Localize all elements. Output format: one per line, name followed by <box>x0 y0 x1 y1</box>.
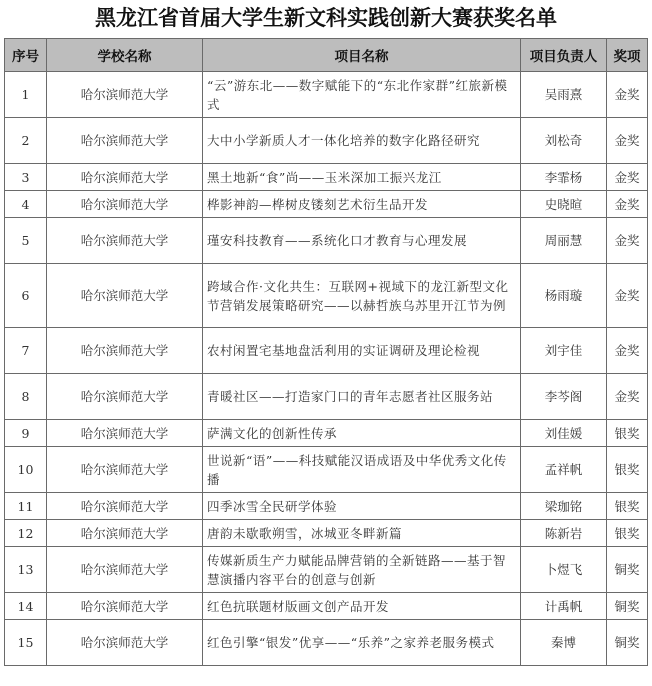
cell-index: 1 <box>5 72 47 118</box>
table-body <box>5 72 648 666</box>
cell-lead: 刘佳媛 <box>521 420 607 447</box>
cell-school: 哈尔滨师范大学 <box>47 164 203 191</box>
cell-lead: 秦博 <box>521 620 607 666</box>
cell-lead: 吴雨熹 <box>521 72 607 118</box>
table-row <box>5 374 648 420</box>
cell-project: 黑土地新“食”尚——玉米深加工振兴龙江 <box>203 164 521 191</box>
cell-project: 四季冰雪全民研学体验 <box>203 493 521 520</box>
cell-project: 萨满文化的创新性传承 <box>203 420 521 447</box>
cell-school: 哈尔滨师范大学 <box>47 420 203 447</box>
cell-project: 大中小学新质人才一体化培养的数字化路径研究 <box>203 118 521 164</box>
cell-school: 哈尔滨师范大学 <box>47 118 203 164</box>
cell-project: 跨域合作·文化共生：互联网+视域下的龙江新型文化节营销发展策略研究——以赫哲族乌苏里开江节为例 <box>203 264 521 328</box>
cell-award: 银奖 <box>607 520 648 547</box>
cell-index: 6 <box>5 264 47 328</box>
cell-project: 红色抗联题材版画文创产品开发 <box>203 593 521 620</box>
cell-award: 银奖 <box>607 493 648 520</box>
cell-school: 哈尔滨师范大学 <box>47 72 203 118</box>
table-row <box>5 493 648 520</box>
cell-project: 桦影神韵—桦树皮镂刻艺术衍生品开发 <box>203 191 521 218</box>
table-row <box>5 328 648 374</box>
cell-award: 金奖 <box>607 328 648 374</box>
cell-lead: 梁珈铭 <box>521 493 607 520</box>
cell-index: 4 <box>5 191 47 218</box>
cell-school: 哈尔滨师范大学 <box>47 264 203 328</box>
cell-school: 哈尔滨师范大学 <box>47 328 203 374</box>
cell-lead: 李霏杨 <box>521 164 607 191</box>
cell-index: 7 <box>5 328 47 374</box>
header-award: 奖项 <box>607 39 648 72</box>
cell-award: 铜奖 <box>607 547 648 593</box>
cell-lead: 孟祥帆 <box>521 447 607 493</box>
cell-award: 银奖 <box>607 447 648 493</box>
cell-project: 农村闲置宅基地盘活利用的实证调研及理论检视 <box>203 328 521 374</box>
cell-award: 铜奖 <box>607 620 648 666</box>
page-title: 黑龙江省首届大学生新文科实践创新大赛获奖名单 <box>95 6 557 30</box>
cell-school: 哈尔滨师范大学 <box>47 447 203 493</box>
cell-index: 9 <box>5 420 47 447</box>
table-row <box>5 118 648 164</box>
table-row <box>5 72 648 118</box>
table-row <box>5 420 648 447</box>
cell-index: 3 <box>5 164 47 191</box>
cell-lead: 李芩阁 <box>521 374 607 420</box>
cell-lead: 计禹帆 <box>521 593 607 620</box>
cell-school: 哈尔滨师范大学 <box>47 520 203 547</box>
table-header-row <box>5 39 648 72</box>
table-row <box>5 520 648 547</box>
header-lead: 项目负责人 <box>521 39 607 72</box>
table-row <box>5 191 648 218</box>
table-row <box>5 620 648 666</box>
cell-project: “云”游东北——数字赋能下的“东北作家群”红旅新模式 <box>203 72 521 118</box>
table-row <box>5 164 648 191</box>
cell-project: 传媒新质生产力赋能品牌营销的全新链路——基于智慧演播内容平台的创意与创新 <box>203 547 521 593</box>
cell-school: 哈尔滨师范大学 <box>47 620 203 666</box>
cell-award: 金奖 <box>607 218 648 264</box>
cell-school: 哈尔滨师范大学 <box>47 493 203 520</box>
table-row <box>5 218 648 264</box>
cell-project: 瑾安科技教育——系统化口才教育与心理发展 <box>203 218 521 264</box>
cell-lead: 刘松奇 <box>521 118 607 164</box>
cell-index: 12 <box>5 520 47 547</box>
cell-index: 5 <box>5 218 47 264</box>
cell-lead: 杨雨璇 <box>521 264 607 328</box>
cell-index: 8 <box>5 374 47 420</box>
header-index: 序号 <box>5 39 47 72</box>
cell-lead: 陈新岩 <box>521 520 607 547</box>
cell-index: 11 <box>5 493 47 520</box>
cell-lead: 周丽慧 <box>521 218 607 264</box>
cell-index: 13 <box>5 547 47 593</box>
cell-award: 金奖 <box>607 72 648 118</box>
cell-school: 哈尔滨师范大学 <box>47 191 203 218</box>
cell-school: 哈尔滨师范大学 <box>47 593 203 620</box>
table-row <box>5 447 648 493</box>
cell-award: 银奖 <box>607 420 648 447</box>
cell-index: 14 <box>5 593 47 620</box>
award-table <box>4 38 648 666</box>
table-row <box>5 547 648 593</box>
cell-index: 2 <box>5 118 47 164</box>
table-row <box>5 264 648 328</box>
cell-index: 15 <box>5 620 47 666</box>
cell-school: 哈尔滨师范大学 <box>47 547 203 593</box>
header-project: 项目名称 <box>203 39 521 72</box>
cell-lead: 卜煜飞 <box>521 547 607 593</box>
table-row <box>5 593 648 620</box>
cell-lead: 刘宇佳 <box>521 328 607 374</box>
header-school: 学校名称 <box>47 39 203 72</box>
cell-award: 金奖 <box>607 374 648 420</box>
cell-project: 唐韵未歇歌朔雪，冰城亚冬畔新篇 <box>203 520 521 547</box>
cell-award: 金奖 <box>607 191 648 218</box>
cell-project: 青暖社区——打造家门口的青年志愿者社区服务站 <box>203 374 521 420</box>
cell-project: 红色引擎“银发”优享——“乐养”之家养老服务模式 <box>203 620 521 666</box>
cell-award: 金奖 <box>607 164 648 191</box>
cell-award: 金奖 <box>607 264 648 328</box>
cell-project: 世说新“语”——科技赋能汉语成语及中华优秀文化传播 <box>203 447 521 493</box>
cell-school: 哈尔滨师范大学 <box>47 374 203 420</box>
cell-index: 10 <box>5 447 47 493</box>
cell-school: 哈尔滨师范大学 <box>47 218 203 264</box>
cell-lead: 史晓暄 <box>521 191 607 218</box>
cell-award: 金奖 <box>607 118 648 164</box>
cell-award: 铜奖 <box>607 593 648 620</box>
